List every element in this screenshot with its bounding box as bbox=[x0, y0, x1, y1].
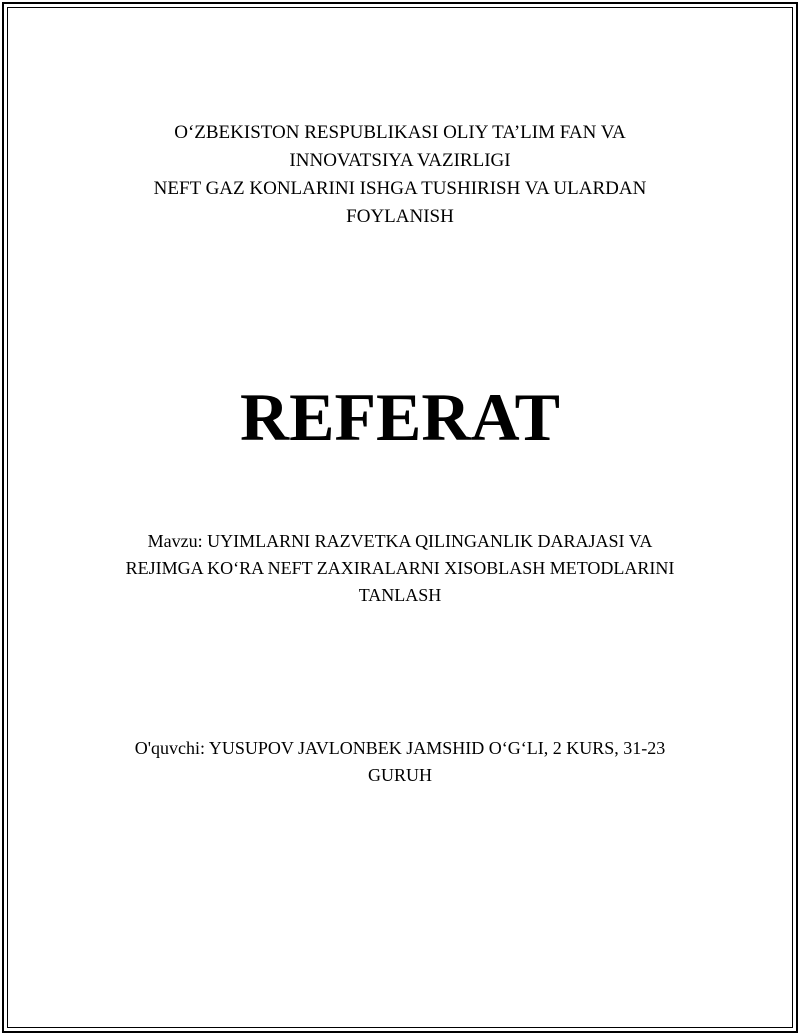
header-line-2: INNOVATSIYA VAZIRLIGI bbox=[289, 150, 511, 171]
document-title: REFERAT bbox=[240, 379, 560, 455]
institution-header bbox=[0, 119, 800, 231]
header-line-3: NEFT GAZ KONLARINI ISHGA TUSHIRISH VA ULARDAN bbox=[153, 178, 647, 199]
topic-block bbox=[0, 528, 800, 609]
student-block bbox=[0, 735, 800, 789]
topic-line-3: TANLASH bbox=[358, 585, 442, 605]
student-line-2: GURUH bbox=[367, 765, 432, 785]
topic-line-2: REJIMGA KO‘RA NEFT ZAXIRALARNI XISOBLASH METODLARINI bbox=[125, 558, 675, 578]
header-line-1: O‘ZBEKISTON RESPUBLIKASI OLIY TA’LIM FAN VA bbox=[174, 122, 626, 143]
header-line-4: FOYLANISH bbox=[346, 206, 454, 227]
topic-line-1: Mavzu: UYIMLARNI RAZVETKA QILINGANLIK DARAJASI VA bbox=[147, 531, 653, 551]
student-line-1: O'quvchi: YUSUPOV JAVLONBEK JAMSHID O‘G‘LI, 2 KURS, 31-23 bbox=[134, 738, 666, 758]
